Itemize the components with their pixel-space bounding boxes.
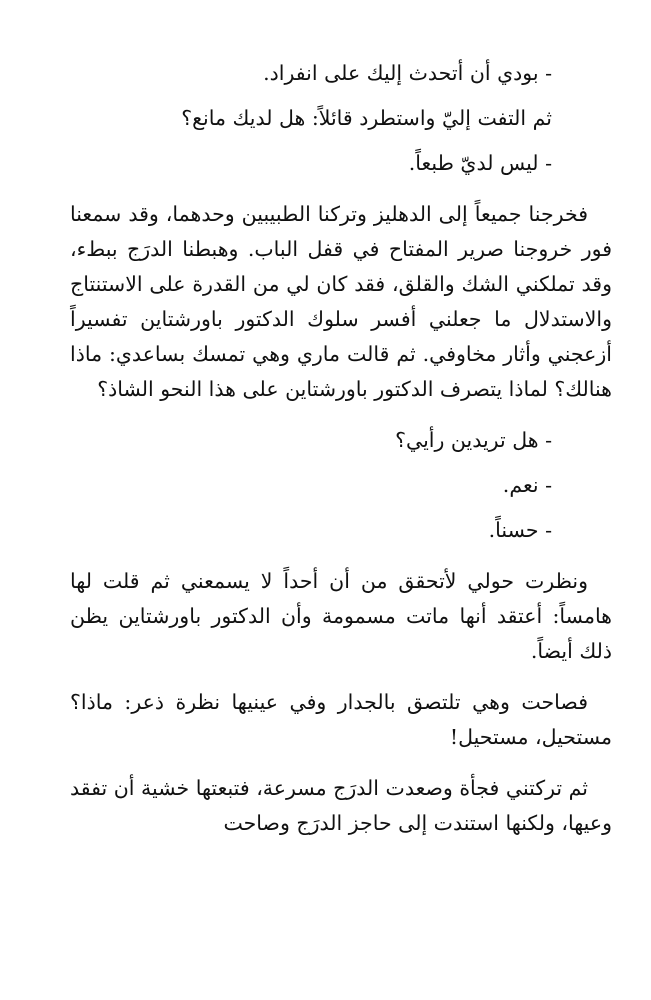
prose-paragraph: فصاحت وهي تلتصق بالجدار وفي عينيها نظرة ذعر: ماذا؟ مستحيل، مستحيل! bbox=[70, 690, 612, 749]
dialogue-line: ثم التفت إليّ واستطرد قائلاً: هل لديك مانع؟ bbox=[181, 106, 552, 130]
prose-paragraph: ونظرت حولي لأتحقق من أن أحداً لا يسمعني ثم قلت لها هامساً: أعتقد أنها ماتت مسمومة وأن الدكتور باورشتاين يظن ذلك أيضاً. bbox=[70, 569, 612, 663]
dialogue-line: - هل تريدين رأيي؟ bbox=[395, 428, 552, 452]
dialogue-line: - حسناً. bbox=[488, 518, 552, 542]
dialogue-line: - ليس لديّ طبعاً. bbox=[408, 151, 552, 175]
dialogue-line: - نعم. bbox=[502, 473, 552, 497]
dialogue-line: - بودي أن أتحدث إليك على انفراد. bbox=[263, 61, 552, 85]
prose-paragraph: فخرجنا جميعاً إلى الدهليز وتركنا الطبيبين وحدهما، وقد سمعنا فور خروجنا صرير المفتاح في قفل الباب. وهبطنا الدرَج ببطء، وقد تملكني الشك والقلق، فقد كان لي من القدرة على الاستنتاج والاستدلال ما جعلني أفسر سلوك الدكتور باورشتاين تفسيراً أزعجني وأثار مخاوفي. ثم قالت ماري وهي تمسك بساعدي: ماذا هنالك؟ لماذا يتصرف الدكتور باورشتاين على هذا النحو الشاذ؟ bbox=[70, 202, 612, 401]
prose-paragraph: ثم تركتني فجأة وصعدت الدرَج مسرعة، فتبعتها خشية أن تفقد وعيها، ولكنها استندت إلى حاجز الدرَج وصاحت bbox=[70, 776, 612, 835]
page-body bbox=[70, 56, 612, 857]
